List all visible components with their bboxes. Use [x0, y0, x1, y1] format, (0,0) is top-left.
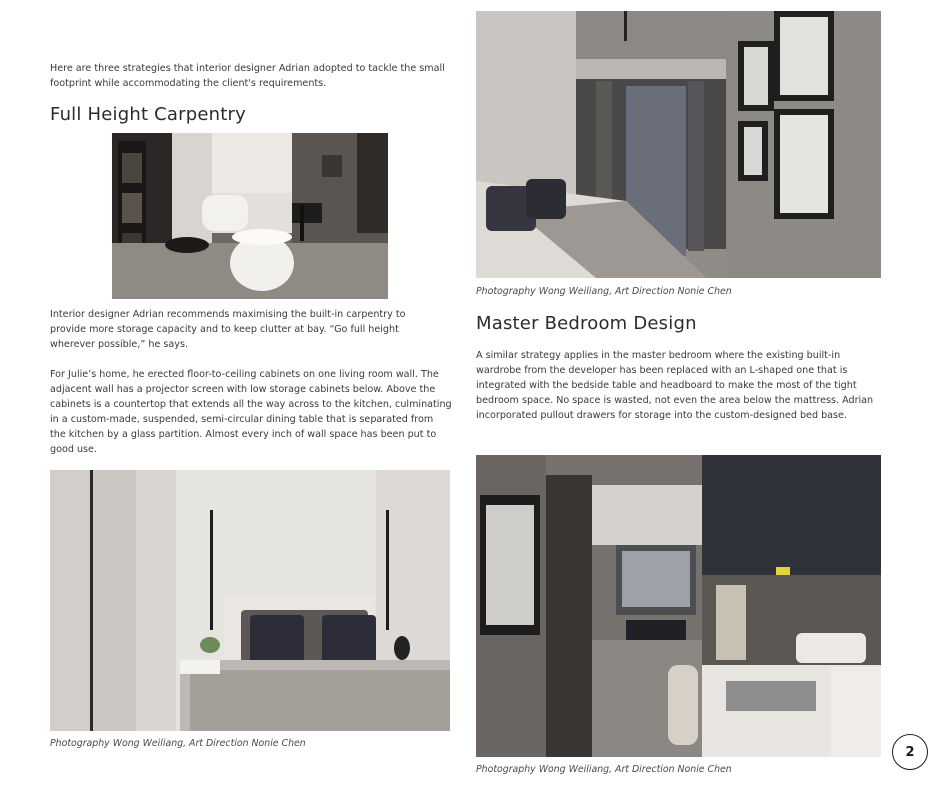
page-number-badge: 2: [892, 734, 928, 770]
living-room-photo: [112, 133, 388, 299]
guest-bedroom-photo: [50, 470, 450, 731]
master-bedroom-paragraph: A similar strategy applies in the master bedroom where the existing built-in wardrobe from the developer has been replaced with an L-shaped one that is integrated with the bedside table and headboard to make the most of the tight bedroom space. No space is wasted, not even the area below the mattress. Adrian incorporated pullout drawers for storage into the custom-designed bed base.: [476, 350, 874, 421]
caption-guest-bedroom: Photography Wong Weiliang, Art Direction Nonie Chen: [50, 738, 306, 749]
carpentry-paragraph-1: Interior designer Adrian recommends maximising the built-in carpentry to provide more storage capacity and to keep clutter at bay. “Go full height wherever possible,” he says.: [50, 309, 406, 350]
study-kitchen-photo: [476, 455, 881, 757]
caption-master-bedroom: Photography Wong Weiliang, Art Direction Nonie Chen: [476, 286, 732, 297]
section-heading-carpentry: Full Height Carpentry: [50, 104, 246, 125]
carpentry-paragraph-2: For Julie’s home, he erected floor-to-ceiling cabinets on one living room wall. The adjacent wall has a projector screen with low storage cabinets below. Above the cabinets is a countertop that extends all the way across to the kitchen, culminating in a custom-made, suspended, semi-circular dining table that is separated from the kitchen by a glass partition. Almost every inch of wall space has been put to good use.: [50, 369, 452, 455]
master-bedroom-photo: [476, 11, 881, 278]
caption-study-kitchen: Photography Wong Weiliang, Art Direction Nonie Chen: [476, 764, 732, 775]
intro-paragraph: Here are three strategies that interior designer Adrian adopted to tackle the small footprint while accommodating the client's requirements.: [50, 63, 445, 89]
section-heading-master-bedroom: Master Bedroom Design: [476, 313, 697, 334]
